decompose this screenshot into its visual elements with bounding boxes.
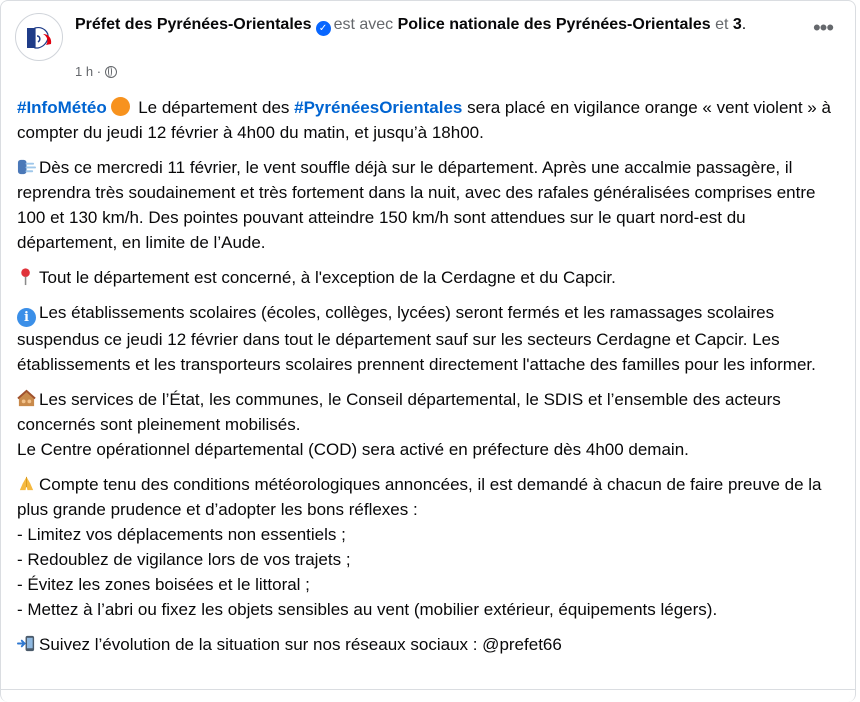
paragraph-follow	[17, 632, 831, 657]
paragraph-advice	[17, 472, 831, 622]
wind-text: Dès ce mercredi 11 février, le vent souffle déjà sur le département. Après une accalmie passagère, il reprendra très soudainement et très fortement dans la nuit, avec des rafales généralisées comprises entre 100 et 130 km/h. Des pointes pouvant atteindre 150 km/h sont attendues sur le quart nord-est du département, en limite de l’Aude.	[17, 158, 816, 252]
follow-text: Suivez l’évolution de la situation sur nos réseaux sociaux : @prefet66	[39, 635, 562, 654]
post-meta	[75, 13, 791, 37]
hashtag-pyreneesorientales[interactable]: #PyrénéesOrientales	[294, 98, 463, 117]
marianne-logo-icon	[16, 14, 62, 60]
orange-circle-icon	[111, 97, 130, 116]
avatar[interactable]	[15, 13, 63, 61]
paragraph-intro	[17, 95, 831, 145]
cod-text: Le Centre opérationnel départemental (COD) sera activé en préfecture dès 4h00 demain.	[17, 440, 689, 459]
timestamp[interactable]: 1 h	[75, 64, 94, 79]
more-options-button[interactable]: •••	[812, 15, 834, 40]
and-text: et	[715, 16, 729, 33]
bullet-item: - Limitez vos déplacements non essentiels ;	[17, 525, 346, 544]
information-icon: i	[17, 308, 36, 327]
paragraph-wind	[17, 155, 831, 255]
bullet-item: - Mettez à l’abri ou fixez les objets sensibles au vent (mobilier extérieur, équipements légers).	[17, 600, 718, 619]
services-text: Les services de l’État, les communes, le Conseil départemental, le SDIS et l’ensemble des acteurs concernés sont pleinement mobilisés.	[17, 390, 781, 434]
paragraph-schools	[17, 300, 831, 377]
intro-text-1: Le département des	[133, 98, 295, 117]
period: .	[741, 16, 747, 33]
house-with-people-icon	[17, 389, 36, 408]
post-header	[15, 11, 841, 87]
others-count-link[interactable]: 3	[732, 16, 742, 33]
mobile-phone-arrow-icon	[17, 634, 36, 653]
tagged-page-name[interactable]: Police nationale des Pyrénées-Orientales	[397, 16, 711, 33]
bullet-item: - Redoublez de vigilance lors de vos trajets ;	[17, 550, 351, 569]
post-subline	[75, 63, 117, 81]
post-body	[17, 95, 831, 667]
verified-badge-icon: ✓	[316, 21, 331, 36]
zone-text: Tout le département est concerné, à l'exception de la Cerdagne et du Capcir.	[39, 268, 616, 287]
divider	[1, 689, 855, 690]
author-name[interactable]: Préfet des Pyrénées-Orientales	[75, 16, 312, 33]
schools-text: Les établissements scolaires (écoles, collèges, lycées) seront fermés et les ramassages scolaires suspendus ce jeudi 12 février dans tout le département sauf sur les secteurs Cerdagne et Capcir. Les établissements et les transporteurs scolaires prennent directement l'attache des familles pour les informer.	[17, 303, 816, 374]
paragraph-zone	[17, 265, 831, 290]
bullet-item: - Évitez les zones boisées et le littoral ;	[17, 575, 310, 594]
round-pushpin-icon	[17, 267, 36, 286]
folded-hands-icon	[17, 474, 36, 493]
advice-text: Compte tenu des conditions météorologiques annoncées, il est demandé à chacun de faire preuve de la plus grande prudence et d’adopter les bons réflexes :	[17, 475, 822, 519]
wind-face-icon	[17, 157, 36, 176]
paragraph-services	[17, 387, 831, 462]
with-text: est avec	[333, 16, 394, 33]
hashtag-infometeo[interactable]: #InfoMétéo	[17, 98, 107, 117]
intro-text-2: sera placé en vigilance orange « vent violent » à compter du jeudi 12 février à 4h00 du matin, et jusqu’à 18h00.	[17, 98, 831, 142]
dot-separator: ·	[96, 64, 102, 79]
globe-icon[interactable]	[105, 66, 117, 78]
